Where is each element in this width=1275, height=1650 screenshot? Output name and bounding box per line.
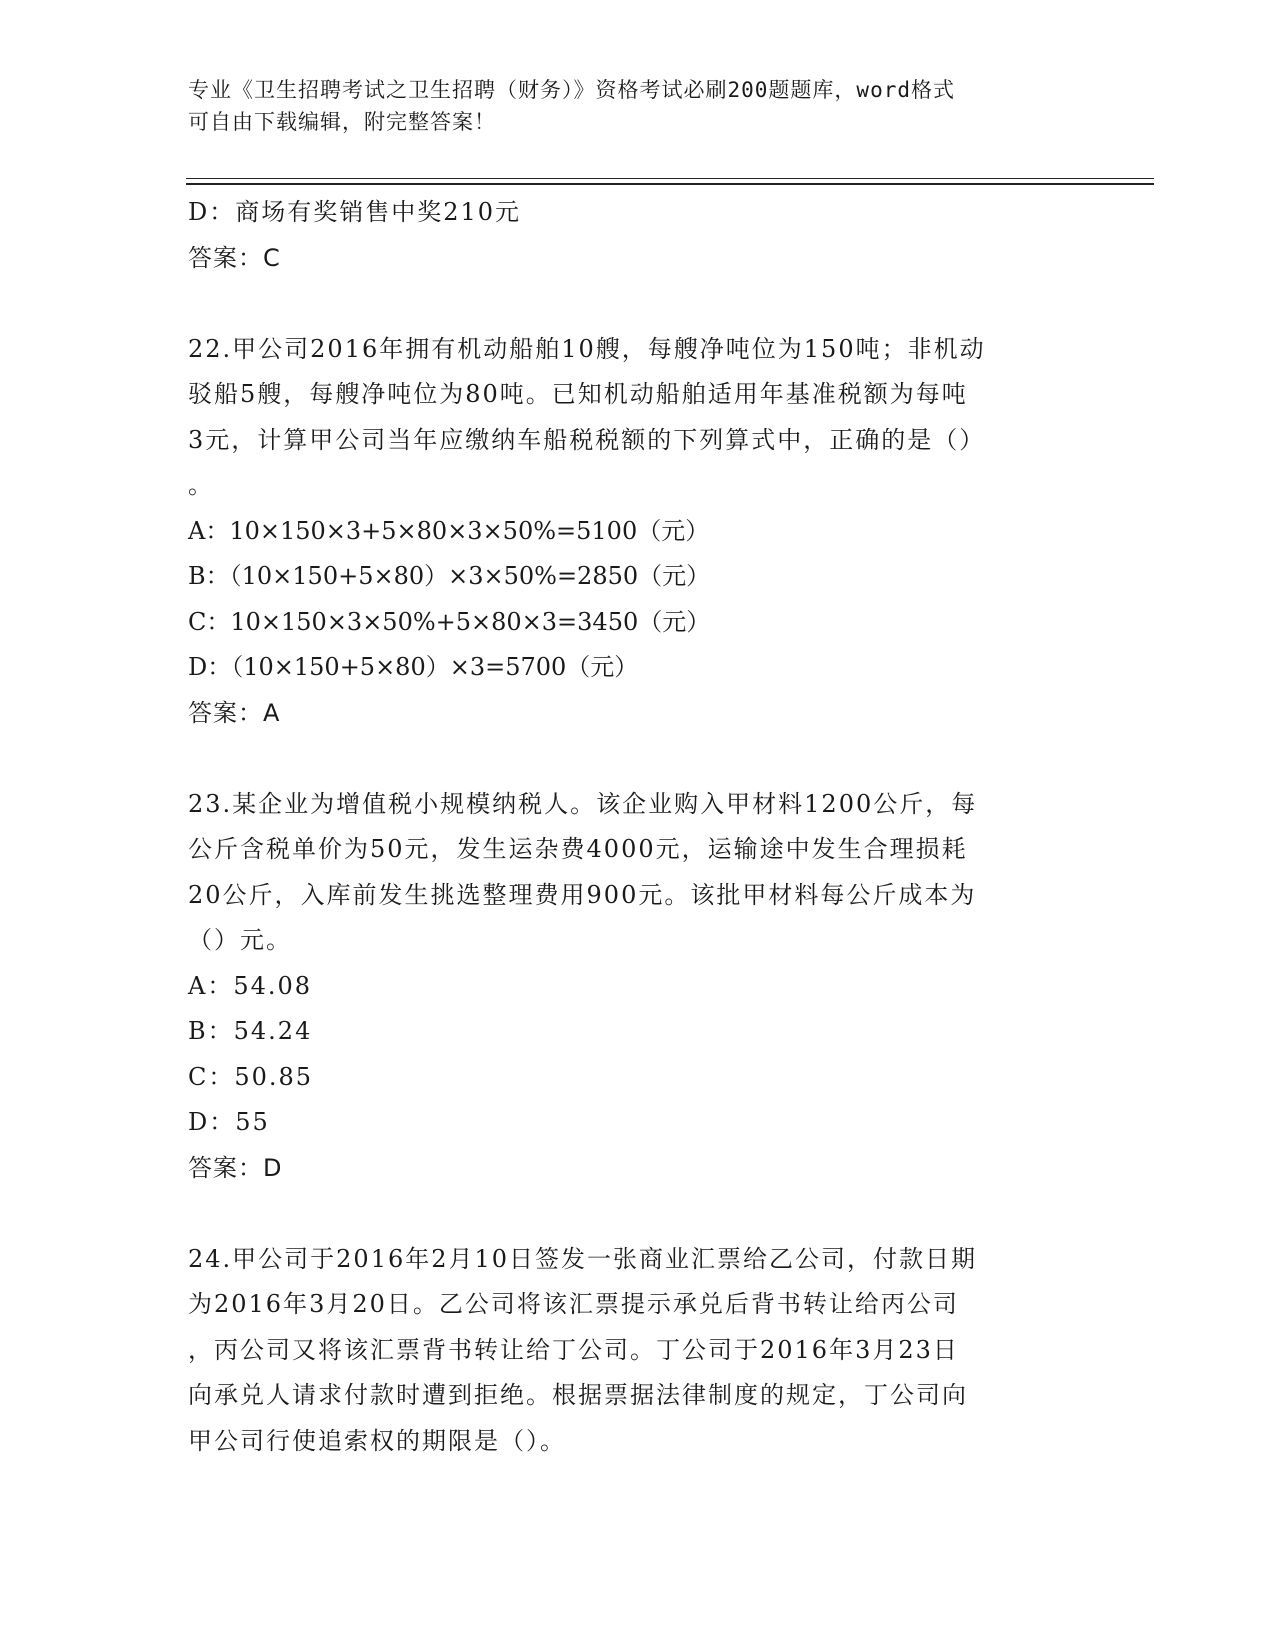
spacer bbox=[188, 736, 1088, 782]
option-a: A：54.08 bbox=[188, 971, 313, 1000]
question-text-line: 甲公司行使追索权的期限是（）。 bbox=[188, 1426, 566, 1455]
option-a: A：10×150×3+5×80×3×50%=5100（元） bbox=[188, 516, 710, 545]
question-text-line: 3元，计算甲公司当年应缴纳车船税税额的下列算式中，正确的是（） bbox=[188, 425, 986, 454]
question-text-line: 驳船5艘，每艘净吨位为80吨。已知机动船舶适用年基准税额为每吨 bbox=[188, 380, 968, 408]
page-header bbox=[188, 74, 1088, 138]
spacer bbox=[188, 1191, 1088, 1237]
header-divider-thin bbox=[186, 178, 1154, 179]
spacer bbox=[188, 281, 1088, 327]
answer-label: 答案：C bbox=[188, 243, 281, 272]
question-text-line: 公斤含税单价为50元，发生运杂费4000元，运输途中发生合理损耗 bbox=[188, 835, 968, 863]
question-text-line: （）元。 bbox=[188, 926, 292, 954]
option-c: C：50.85 bbox=[188, 1062, 314, 1091]
header-title-line-2: 可自由下载编辑，附完整答案！ bbox=[188, 110, 496, 134]
answer-label: 答案：D bbox=[188, 1153, 283, 1182]
question-21 bbox=[188, 190, 1088, 281]
question-text-line: 向承兑人请求付款时遭到拒绝。根据票据法律制度的规定，丁公司向 bbox=[188, 1381, 968, 1409]
question-23 bbox=[188, 782, 1088, 1192]
question-text-line: ，丙公司又将该汇票背书转让给丁公司。丁公司于2016年3月23日 bbox=[188, 1335, 959, 1364]
question-24 bbox=[188, 1237, 1088, 1465]
answer-label: 答案：A bbox=[188, 698, 281, 727]
question-text-line: 22.甲公司2016年拥有机动船舶10艘，每艘净吨位为150吨；非机动 bbox=[188, 334, 986, 363]
option-d: D：商场有奖销售中奖210元 bbox=[188, 198, 522, 226]
header-divider-thick bbox=[186, 183, 1154, 185]
option-b: B：（10×150+5×80）×3×50%=2850（元） bbox=[188, 562, 711, 590]
option-c: C：10×150×3×50%+5×80×3=3450（元） bbox=[188, 607, 711, 636]
question-text-line: 23.某企业为增值税小规模纳税人。该企业购入甲材料1200公斤，每 bbox=[188, 789, 978, 818]
option-b: B：54.24 bbox=[188, 1017, 313, 1045]
option-d: D：55 bbox=[188, 1108, 270, 1136]
question-content bbox=[188, 190, 1088, 1464]
question-text-line: 为2016年3月20日。乙公司将该汇票提示承兑后背书转让给丙公司 bbox=[188, 1290, 959, 1318]
question-text-line: 24.甲公司于2016年2月10日签发一张商业汇票给乙公司，付款日期 bbox=[188, 1244, 978, 1273]
question-text-line: 20公斤，入库前发生挑选整理费用900元。该批甲材料每公斤成本为 bbox=[188, 880, 977, 909]
option-d: D：（10×150+5×80）×3=5700（元） bbox=[188, 653, 639, 681]
header-title-line-1: 专业《卫生招聘考试之卫生招聘（财务）》资格考试必刷200题题库，word格式 bbox=[188, 78, 955, 102]
question-22 bbox=[188, 327, 1088, 737]
question-text-line: 。 bbox=[188, 471, 214, 499]
